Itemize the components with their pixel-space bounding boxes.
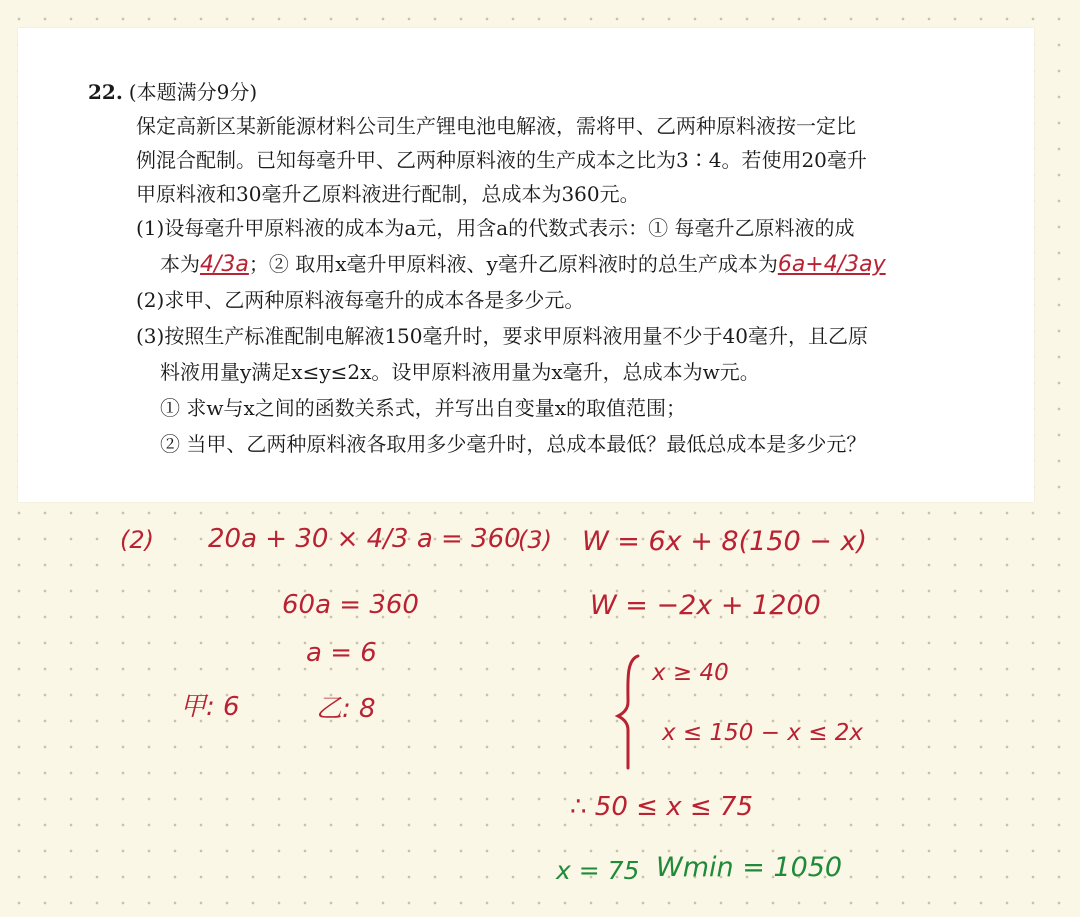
hw-part2-equation-1: 20a + 30 × 4/3 a = 360 xyxy=(208,524,521,554)
hw-part2-label: (2) xyxy=(120,526,154,554)
hw-part3-condition-2: x ≤ 150 − x ≤ 2x xyxy=(662,720,864,746)
hw-part3-range: ∴ 50 ≤ x ≤ 75 xyxy=(570,792,753,822)
question-number: 22. xyxy=(88,80,123,104)
part1-line-1: (1)设每毫升甲原料液的成本为a元，用含a的代数式表示：① 每毫升乙原料液的成 xyxy=(136,216,855,240)
stem-line-2: 例混合配制。已知每毫升甲、乙两种原料液的生产成本之比为3∶4。若使用20毫升 xyxy=(136,148,867,172)
question-header xyxy=(88,78,257,106)
blank-answer-2: 6a+4/3ay xyxy=(777,252,886,277)
hw-part3-label: (3) xyxy=(518,526,552,554)
part3-line-1: (3)按照生产标准配制电解液150毫升时，要求甲原料液用量不少于40毫升，且乙原 xyxy=(136,324,868,348)
hw-part3-answer-wmin: Wmin = 1050 xyxy=(656,852,843,883)
part2-text: (2)求甲、乙两种原料液每毫升的成本各是多少元。 xyxy=(136,288,585,312)
hw-system-brace xyxy=(616,652,646,772)
part1-line-2 xyxy=(160,250,886,279)
hw-part3-answer-x: x = 75 xyxy=(556,856,640,885)
question-card xyxy=(18,28,1034,502)
hw-part2-equation-3: a = 6 xyxy=(306,638,377,668)
part1-mid: ；② 取用x毫升甲原料液、y毫升乙原料液时的总生产成本为 xyxy=(248,252,778,276)
hw-part3-equation-2: W = −2x + 1200 xyxy=(590,590,821,621)
hw-part3-equation-1: W = 6x + 8(150 − x) xyxy=(582,526,867,557)
part3-sub-2: ② 当甲、乙两种原料液各取用多少毫升时，总成本最低？最低总成本是多少元？ xyxy=(160,432,867,456)
score-note: (本题满分9分) xyxy=(128,80,258,104)
hw-part2-answer-jia: 甲: 6 xyxy=(180,692,240,722)
hw-part2-equation-2: 60a = 360 xyxy=(282,590,419,620)
part3-sub-1: ① 求w与x之间的函数关系式，并写出自变量x的取值范围； xyxy=(160,396,687,420)
blank-answer-1: 4/3a xyxy=(200,252,249,277)
part3-line-2: 料液用量y满足x≤y≤2x。设甲原料液用量为x毫升，总成本为w元。 xyxy=(160,360,760,384)
stem-line-3: 甲原料液和30毫升乙原料液进行配制，总成本为360元。 xyxy=(136,182,640,206)
part1-prefix: 本为 xyxy=(160,252,200,276)
stem-line-1: 保定高新区某新能源材料公司生产锂电池电解液，需将甲、乙两种原料液按一定比 xyxy=(136,114,856,138)
hw-part2-answer-yi: 乙: 8 xyxy=(316,694,376,724)
hw-part3-condition-1: x ≥ 40 xyxy=(652,660,729,686)
